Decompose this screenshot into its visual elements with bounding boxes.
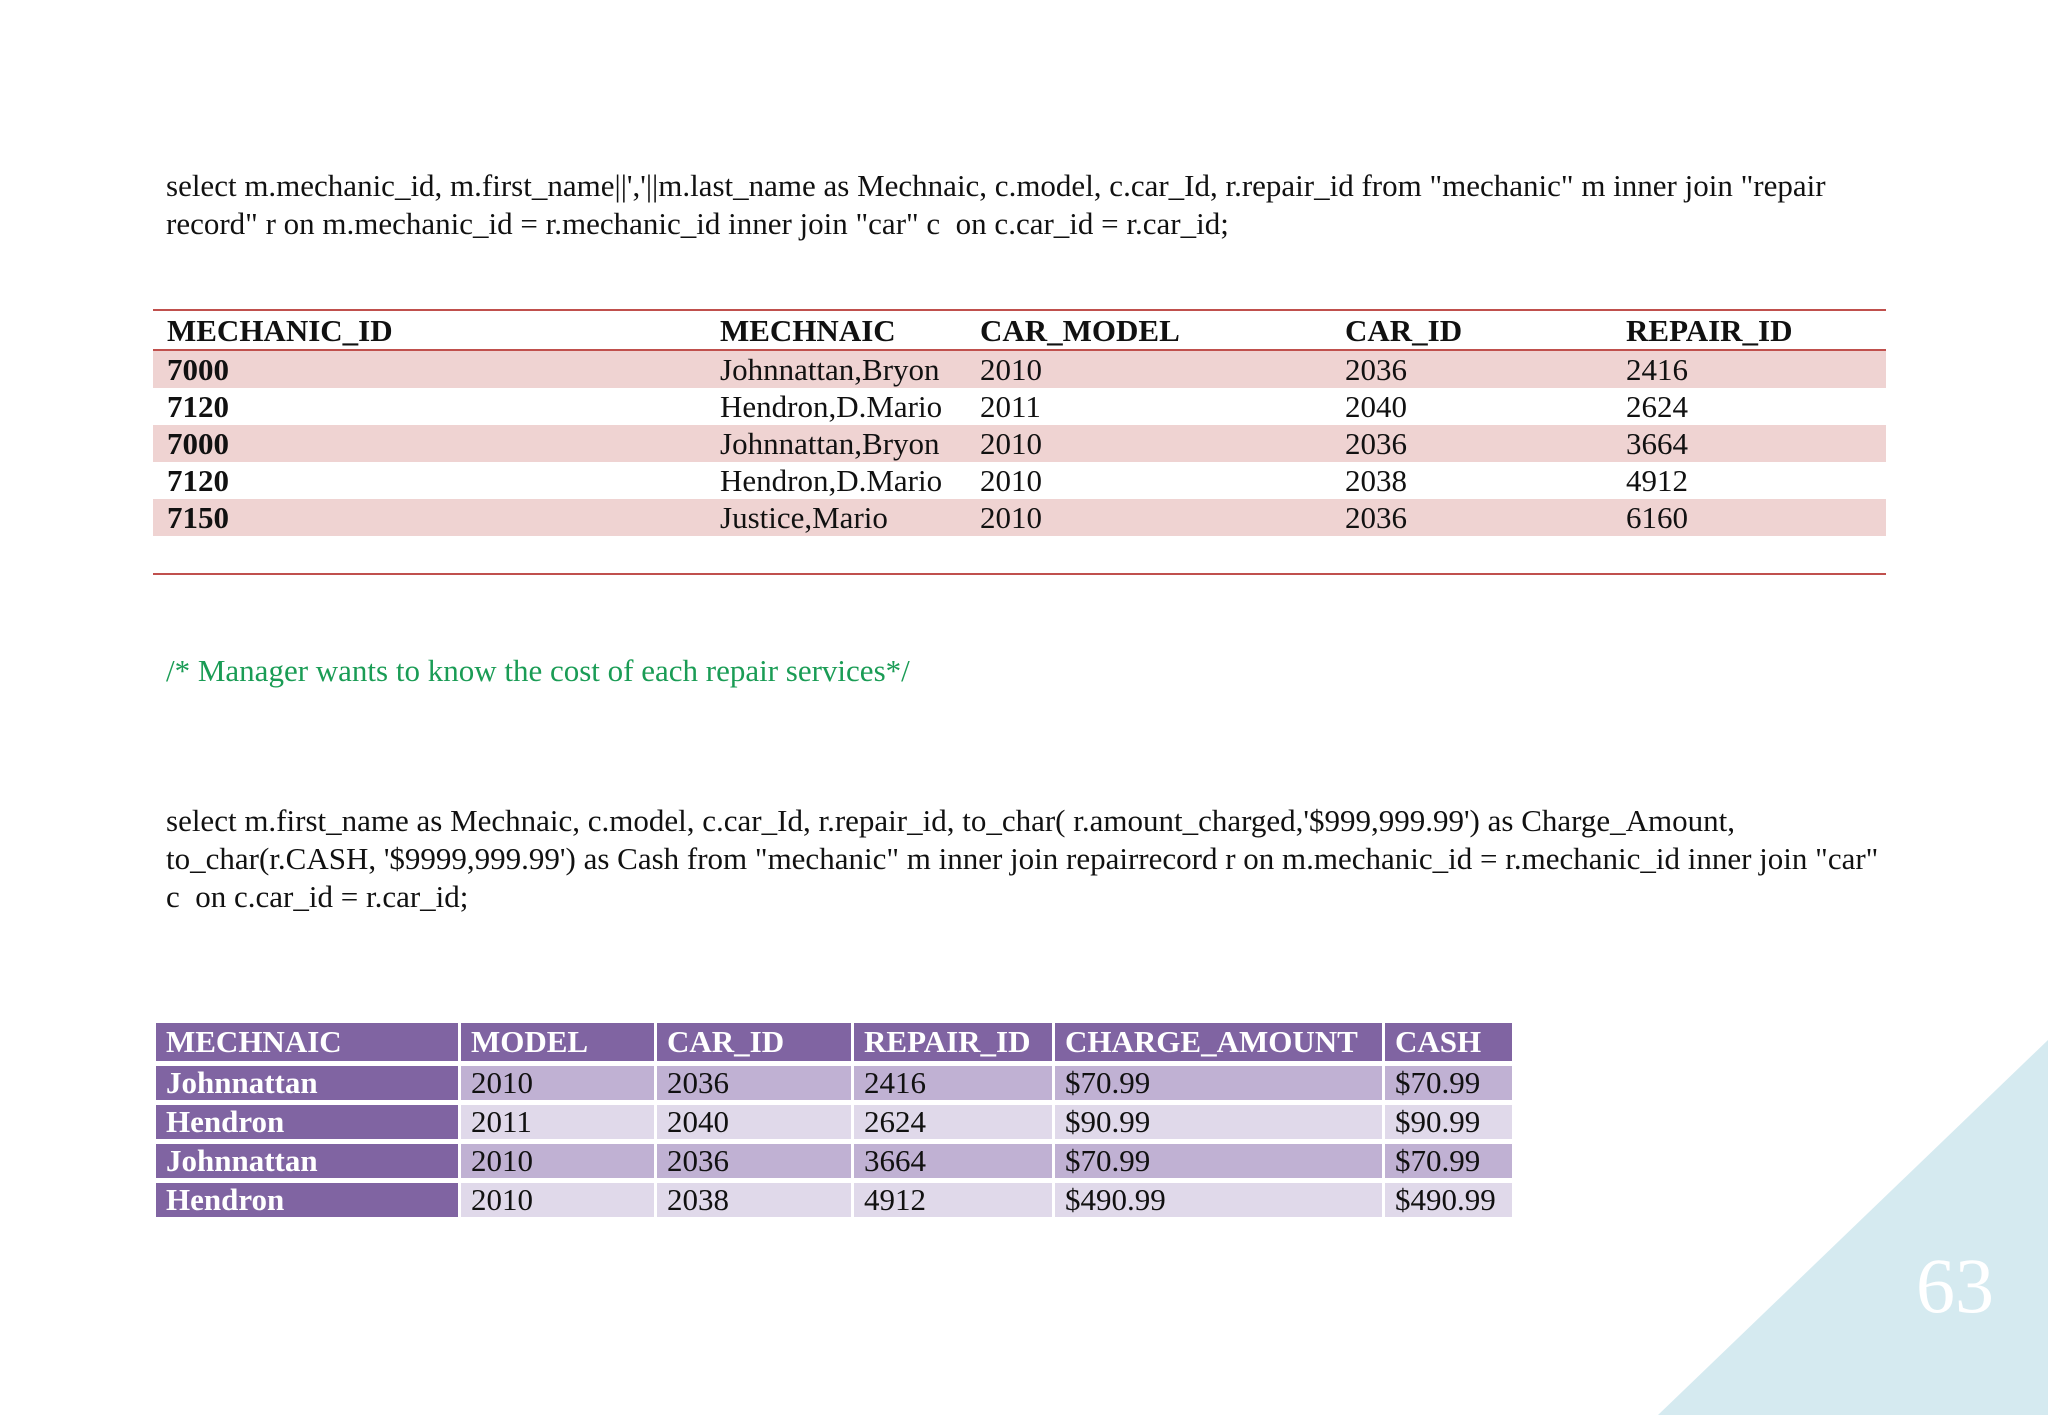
table1-header: CAR_MODEL — [980, 312, 1180, 348]
table-cell: $90.99 — [1385, 1105, 1512, 1139]
table-row — [153, 462, 1886, 499]
table-cell: 2416 — [1626, 352, 1688, 387]
table-cell: 6160 — [1626, 500, 1688, 535]
table-cell: 2036 — [1345, 352, 1407, 387]
table-cell: Johnnattan — [156, 1144, 458, 1178]
table-cell: $90.99 — [1055, 1105, 1382, 1139]
table-cell: $70.99 — [1055, 1066, 1382, 1100]
table-cell: 2036 — [657, 1066, 851, 1100]
table-cell: 2036 — [1345, 500, 1407, 535]
table-cell: 2010 — [980, 500, 1042, 535]
table-cell: Justice,Mario — [720, 500, 888, 535]
page-number: 63 — [1916, 1242, 1994, 1329]
table1-header: MECHANIC_ID — [167, 312, 393, 348]
table1-bottom-rule — [153, 573, 1886, 575]
table-cell: 2038 — [1345, 463, 1407, 498]
table-cell: Hendron,D.Mario — [720, 463, 943, 498]
table-cell: 7150 — [167, 500, 229, 535]
table-cell: 2624 — [854, 1105, 1052, 1139]
sql-comment: /* Manager wants to know the cost of each repair services*/ — [166, 653, 910, 688]
table-cell: $70.99 — [1385, 1144, 1512, 1178]
table-row — [153, 499, 1886, 536]
table-cell: Hendron — [156, 1105, 458, 1139]
table-cell: 7000 — [167, 352, 229, 387]
table1-header: MECHNAIC — [720, 312, 896, 348]
table-cell: 2010 — [980, 426, 1042, 461]
table-cell: $490.99 — [1055, 1183, 1382, 1217]
table1-header: CAR_ID — [1345, 312, 1463, 348]
table2-header: REPAIR_ID — [854, 1023, 1052, 1061]
table-cell: 7120 — [167, 463, 229, 498]
table2-header: CASH — [1385, 1023, 1512, 1061]
table-cell: 2038 — [657, 1183, 851, 1217]
table-cell: 2010 — [461, 1066, 654, 1100]
table-cell: 2010 — [980, 352, 1042, 387]
table-cell: Johnnattan — [156, 1066, 458, 1100]
table-row — [153, 425, 1886, 462]
table-cell: 2036 — [1345, 426, 1407, 461]
table-cell: 2040 — [1345, 389, 1407, 424]
table2-header-row — [156, 1023, 1512, 1061]
table-cell: 2011 — [461, 1105, 654, 1139]
sql-query-1: select m.mechanic_id, m.first_name||','||m.last_name as Mechnaic, c.model, c.car_Id, r.repair_id from "mechanic" m inner join "repair record" r on m.mechanic_id = r.mechanic_id inner join "car" c on c.car_id = r.car_id; — [166, 168, 1834, 241]
table-cell: $490.99 — [1385, 1183, 1512, 1217]
table-row — [153, 388, 1886, 425]
table-row — [156, 1183, 1512, 1217]
table1-header-row — [153, 310, 1886, 350]
table-cell: 4912 — [854, 1183, 1052, 1217]
corner-triangle-decoration — [1658, 1040, 2048, 1415]
table-cell: 2624 — [1626, 389, 1688, 424]
table-cell: 7000 — [167, 426, 229, 461]
table-row — [153, 350, 1886, 388]
table-cell: 3664 — [854, 1144, 1052, 1178]
table-cell: 2010 — [461, 1144, 654, 1178]
table2-header: CHARGE_AMOUNT — [1055, 1023, 1382, 1061]
table-row — [156, 1105, 1512, 1139]
table-cell: 4912 — [1626, 463, 1688, 498]
table-cell: 2011 — [980, 389, 1041, 424]
table-cell: 2036 — [657, 1144, 851, 1178]
table-cell: 3664 — [1626, 426, 1688, 461]
result-table-1 — [153, 309, 1886, 536]
table-cell: Johnnattan,Bryon — [720, 426, 940, 461]
result-table-2 — [153, 1018, 1515, 1222]
table2-header: CAR_ID — [657, 1023, 851, 1061]
table2-header: MECHNAIC — [156, 1023, 458, 1061]
table2-header: MODEL — [461, 1023, 654, 1061]
table-cell: Hendron,D.Mario — [720, 389, 943, 424]
table-cell: Johnnattan,Bryon — [720, 352, 940, 387]
sql-query-2: select m.first_name as Mechnaic, c.model, c.car_Id, r.repair_id, to_char( r.amount_charged,'$999,999.99') as Charge_Amount, to_char(r.CASH, '$9999,999.99') as Cash from "mechanic" m inner join repairrecord r on m.mechanic_id = r.mechanic_id inner join "car" c on c.car_id = r.car_id; — [166, 803, 1887, 914]
table1-header: REPAIR_ID — [1626, 312, 1793, 348]
table-cell: 2010 — [980, 463, 1042, 498]
table-cell: 2040 — [657, 1105, 851, 1139]
table-row — [156, 1144, 1512, 1178]
table-cell: Hendron — [156, 1183, 458, 1217]
table-cell: $70.99 — [1055, 1144, 1382, 1178]
table-cell: 7120 — [167, 389, 229, 424]
table-cell: 2416 — [854, 1066, 1052, 1100]
table-cell: $70.99 — [1385, 1066, 1512, 1100]
table-row — [156, 1066, 1512, 1100]
table-cell: 2010 — [461, 1183, 654, 1217]
